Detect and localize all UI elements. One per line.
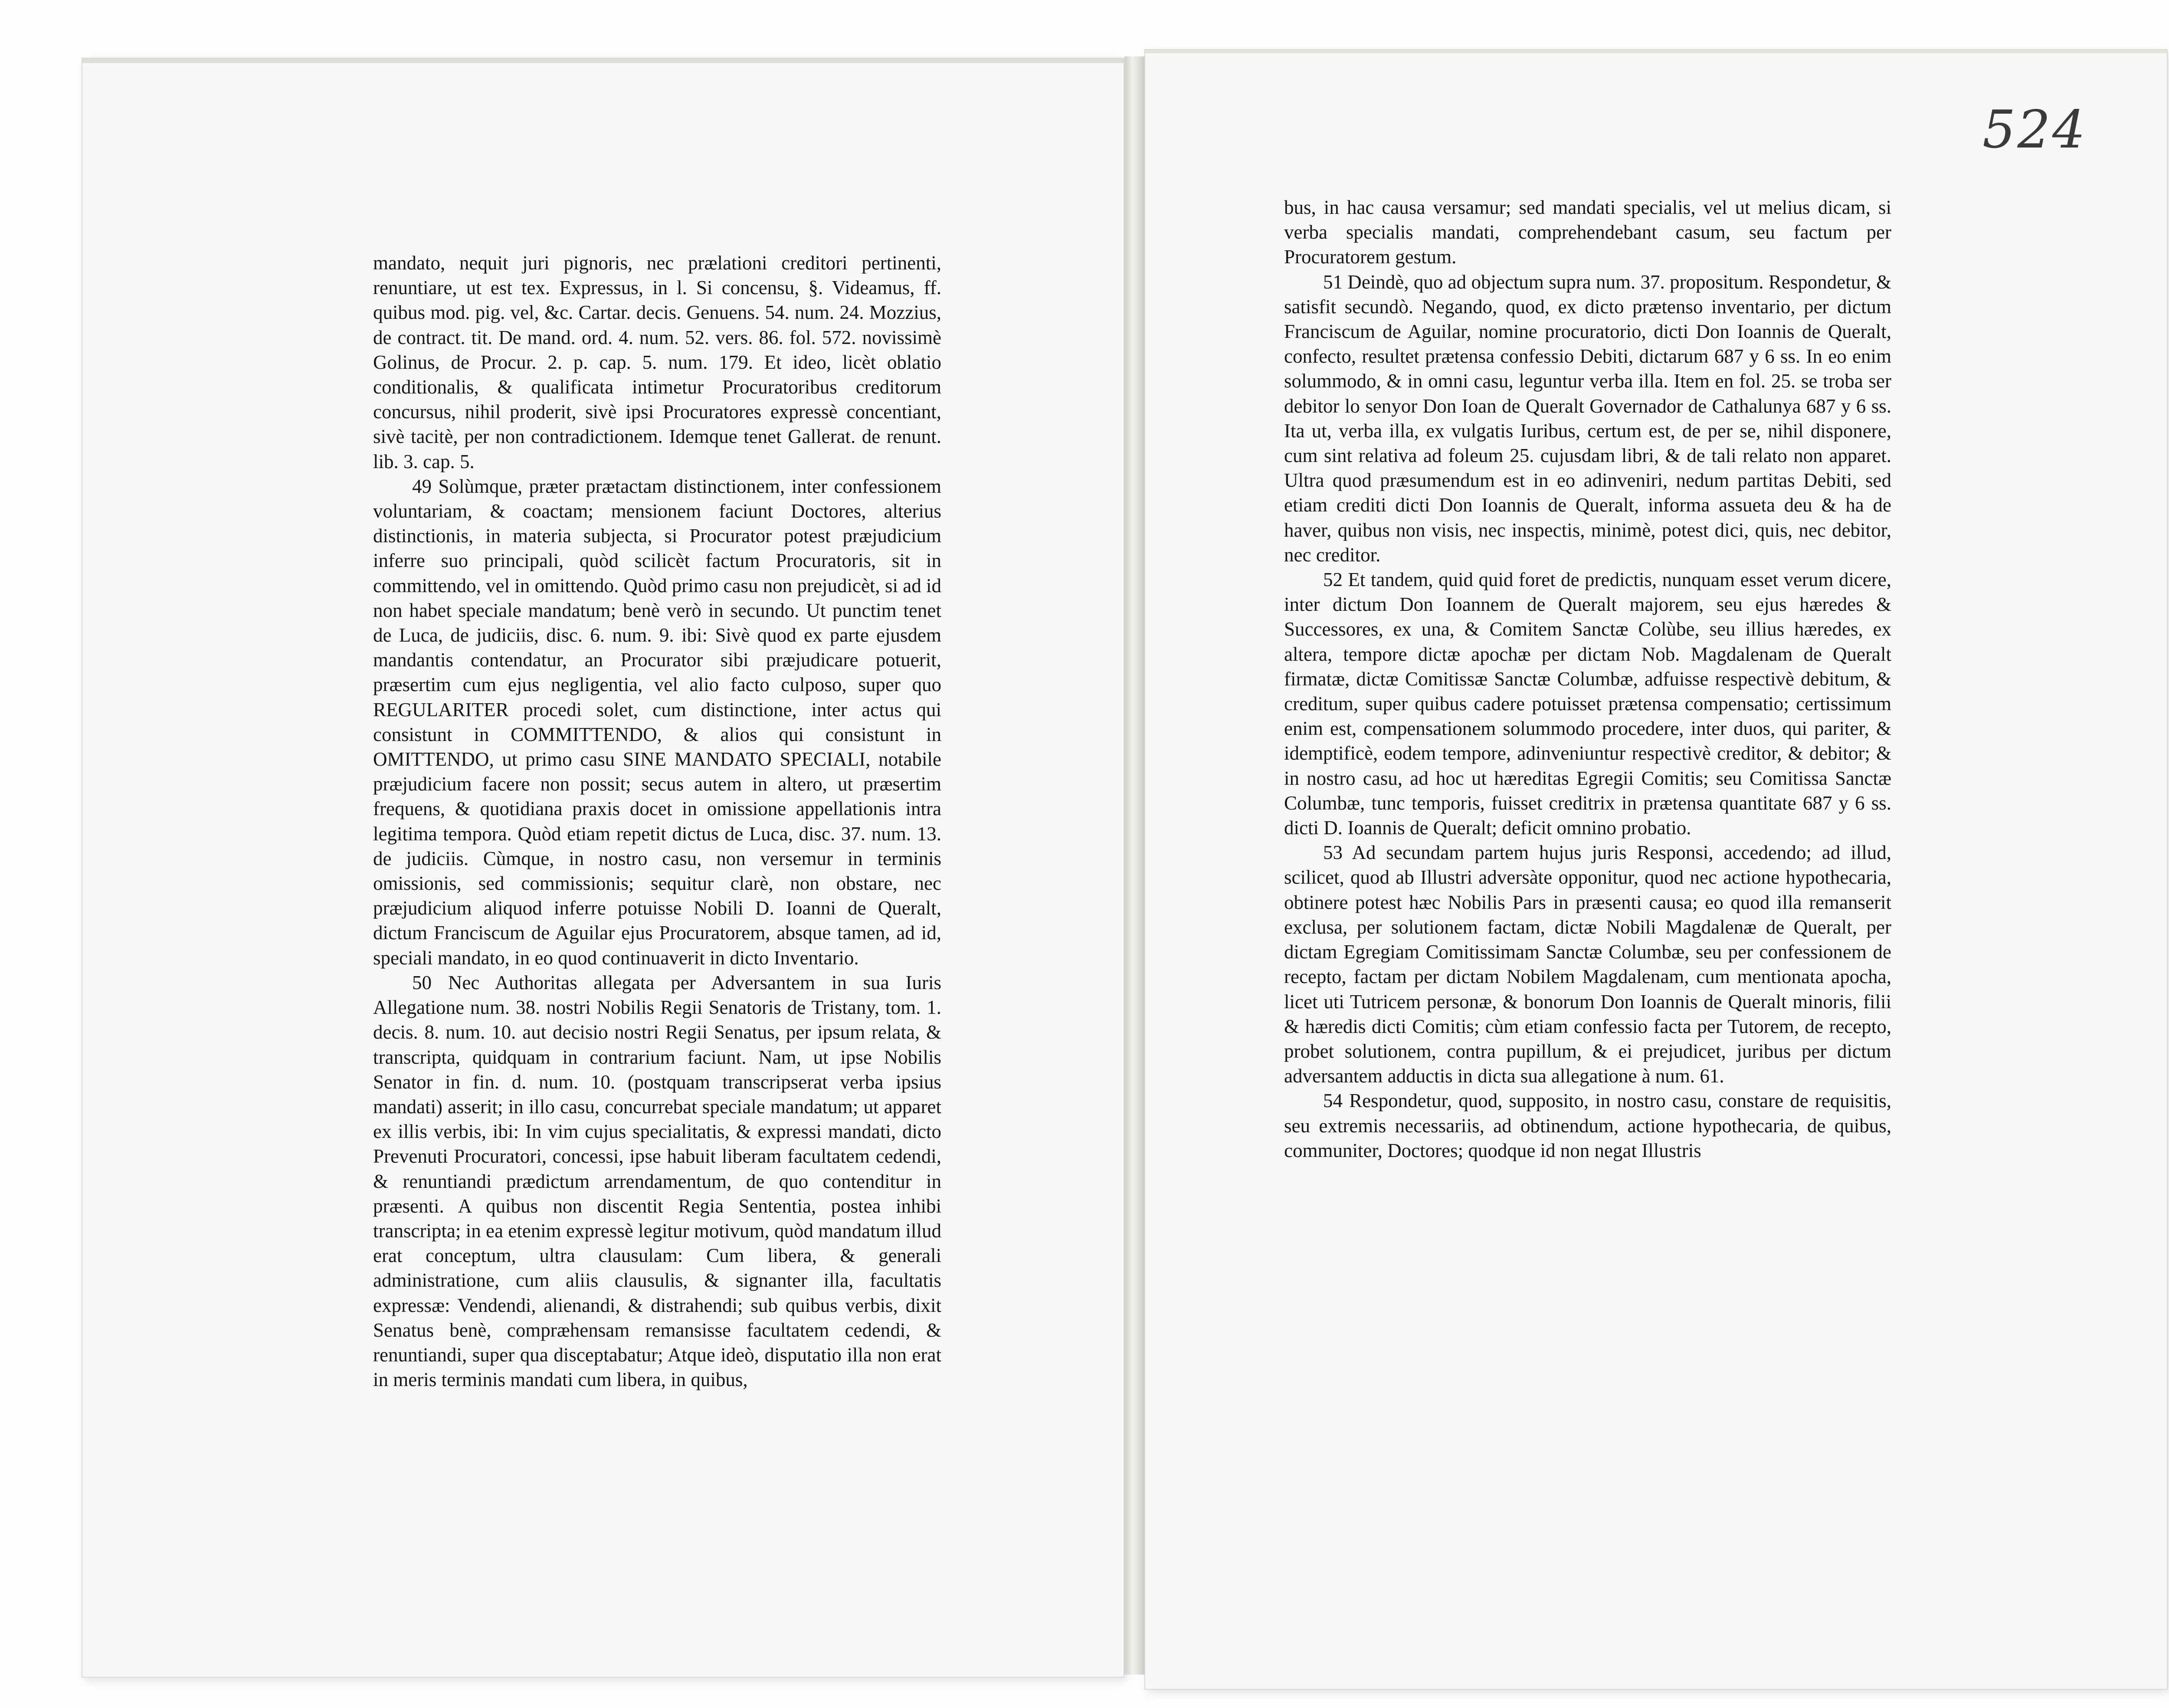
right-paragraph: 52 Et tandem, quid quid foret de predictis, nunquam esset verum dicere, inter dictum Don Ioannem de Queralt majorem, seu ejus hæredes & Successores, ex una, & Comitem Sanctæ Colùbe, seu illius hæredes, ex altera, tempore dictæ apochæ per dictam Nob. Magdalenam de Queralt firmatæ, dictæ Comitissæ Sanctæ Columbæ, adfuisse respectivè debitum, & creditum, super quibus cadere potuisset prætensa compensatio; certissimum enim est, compensationem solummodo procedere, inter duos, qui pariter, & idemptificè, eodem tempore, adinveniuntur respectivè creditor, & debitor; & in nostro casu, ad hoc ut hæreditas Egregii Comitis; seu Comitissa Sanctæ Columbæ, tunc temporis, fuisset creditrix in prætensa quantitate 687 y 6 ss. dicti D. Ioannis de Queralt; deficit omnino probatio. [1284, 569, 1891, 839]
folio-number: 524 [1982, 100, 2087, 160]
right-paragraph: 51 Deindè, quo ad objectum supra num. 37. propositum. Respondetur, & satisfit secundò. Negando, quod, ex dicto prætenso inventario, per dictum Franciscum de Aguilar, nomine procuratorio, dicti Don Ioannis de Queralt, confecto, resultet prætensa confessio Debiti, dictarum 687 y 6 ss. In eo enim solummodo, & in omni casu, leguntur verba illa. Item en fol. 25. se troba ser debitor lo senyor Don Ioan de Queralt Governador de Cathalunya 687 y 6 ss. Ita ut, verba illa, ex vulgatis Iuribus, certum est, de per se, nihil disponere, cum sint relativa ad foleum 25. cujusdam libri, & de tali relato non apparet. Ultra quod præsumendum est in eo adinveniri, nedum partitas Debiti, sed etiam crediti dicti Don Ioannis de Queralt, informa assueta deu & ha de haver, quibus non visis, nec inspectis, minimè, potest dici, quis, nec debitor, nec creditor. [1284, 271, 1891, 566]
left-paragraph: 49 Solùmque, præter prætactam distinctionem, inter confessionem voluntariam, & coactam; mensionem faciunt Doctores, alterius distinctionis, in materia subjecta, si Procurator potest præjudicium inferre suo principali, quòd scilicèt factum Procuratoris, sit in committendo, vel in omittendo. Quòd primo casu non prejudicèt, si ad id non habet speciale mandatum; benè verò in secundo. Ut punctim tenet de Luca, de judiciis, disc. 6. num. 9. ibi: Sivè quod ex parte ejusdem mandantis contendatur, an Procurator sibi præjudicare potuerit, præsertim cum ejus negligentia, vel alio facto culposo, super quo REGULARITER procedi solet, cum distinctione, inter actus qui consistunt in COMMITTENDO, & alios qui consistunt in OMITTENDO, ut primo casu SINE MANDATO SPECIALI, notabile præjudicium facere non possit; secus autem in altero, ut præsertim frequens, & quotidiana praxis docet in omissione appellationis intra legitima tempora. Quòd etiam repetit dictus de Luca, disc. 37. num. 13. de judiciis. Cùmque, in nostro casu, non versemur in terminis omissionis, sed commissionis; sequitur clarè, non obstare, nec præjudicium aliquod inferre potuisse Nobili D. Ioanni de Queralt, dictum Franciscum de Aguilar ejus Procuratorem, absque tamen, ad id, speciali mandato, in eo quod continuaverit in dicto Inventario. [373, 475, 941, 969]
right-paragraph: 53 Ad secundam partem hujus juris Responsi, accedendo; ad illud, scilicet, quod ab Illustri adversàte opponitur, quod nec actione hypothecaria, obtinere potest hæc Nobilis Pars in præsenti causa; eo quod illa remanserit exclusa, per solutionem factam, dictæ Nobili Magdalenæ de Queralt, per dictam Egregiam Comitissimam Sanctæ Columbæ, seu per confessionem de recepto, factam per dictam Nobilem Magdalenam, cum mentionata apocha, licet uti Tutricem personæ, & bonorum Don Ioannis de Queralt minoris, filii & hæredis dicti Comitis; cùm etiam confessio facta per Tutorem, de recepto, probet solutionem, contra pupillum, & ei prejudicet, juribus per dictum adversantem adductis in dicta sua allegatione à num. 61. [1284, 842, 1891, 1087]
right-page-text [1284, 195, 1891, 1163]
left-paragraph: 50 Nec Authoritas allegata per Adversantem in sua Iuris Allegatione num. 38. nostri Nobilis Regii Senatoris de Tristany, tom. 1. decis. 8. num. 10. aut decisio nostri Regii Senatus, per ipsum relata, & transcripta, quidquam in contrarium faciunt. Nam, ut ipse Nobilis Senator in fin. d. num. 10. (postquam transcripserat verba ipsius mandati) asserit; in illo casu, concurrebat speciale mandatum; ut apparet ex illis verbis, ibi: In vim cujus specialitatis, & expressi mandati, dicto Prevenuti Procuratori, concessi, ipse habuit liberam facultatem cedendi, & renuntiandi prædictum arrendamentum, de quo contenditur in præsenti. A quibus non discentit Regia Sententia, postea inhibi transcripta; in ea etenim expressè legitur motivum, quòd mandatum illud erat conceptum, ultra clausulam: Cum libera, & generali administratione, cum aliis clausulis, & signanter illa, facultatis expressæ: Vendendi, alienandi, & distrahendi; sub quibus verbis, dixit Senatus benè, compræhensam remansisse facultatem cedendi, & renuntiandi, super qua disceptabatur; Atque ideò, disputatio illa non erat in meris terminis mandati cum libera, in quibus, [373, 971, 941, 1391]
book-gutter [1124, 56, 1144, 1675]
right-paragraph: bus, in hac causa versamur; sed mandati specialis, vel ut melius dicam, si verba specialis mandati, comprehendebant casum, seu factum per Procuratorem gestum. [1284, 197, 1891, 268]
left-page-text [373, 251, 941, 1392]
left-paragraph: mandato, nequit juri pignoris, nec prælationi creditori pertinenti, renuntiare, ut est tex. Expressus, in l. Si concensu, §. Videamus, ff. quibus mod. pig. vel, &c. Cartar. decis. Genuens. 54. num. 24. Mozzius, de contract. tit. De mand. ord. 4. num. 52. vers. 86. fol. 572. novissimè Golinus, de Procur. 2. p. cap. 5. num. 179. Et ideo, licèt oblatio conditionalis, & qualificata intimetur Procuratoribus creditorum concursus, nihil proderit, sivè ipsi Procuratores expressè concentiant, sivè tacitè, per non contradictionem. Idemque tenet Gallerat. de renunt. lib. 3. cap. 5. [373, 252, 941, 472]
right-paragraph: 54 Respondetur, quod, supposito, in nostro casu, constare de requisitis, seu extremis necessariis, ad obtinendum, actione hypothecaria, de quibus, communiter, Doctores; quodque id non negat Illustris [1284, 1090, 1891, 1161]
